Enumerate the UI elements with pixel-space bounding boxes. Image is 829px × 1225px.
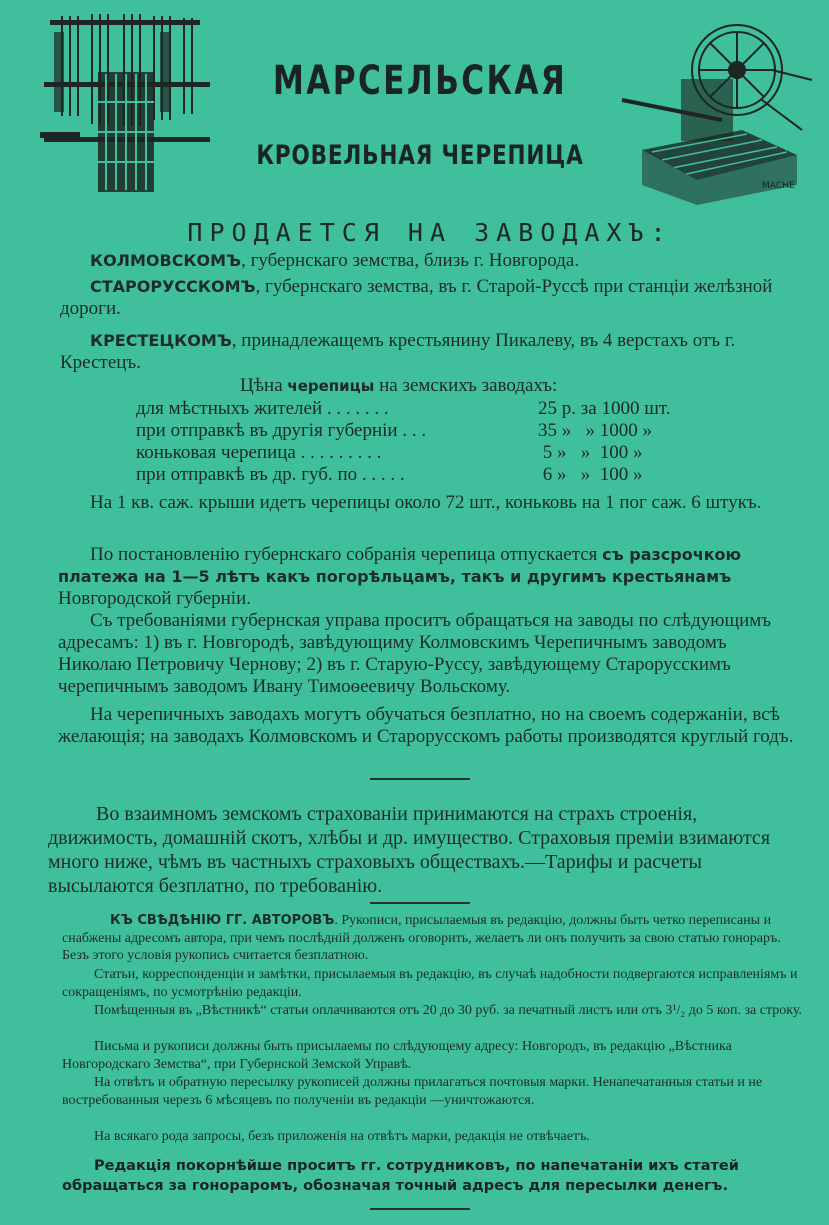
authors-note-2: Статьи, корреспонденціи и замѣтки, присылаемыя въ редакцію, въ случаѣ надобности подвергаются исправленіямъ и сокращеніямъ, по усмотрѣнію редакціи. (62, 967, 798, 1000)
training-paragraph: На черепичныхъ заводахъ могутъ обучаться безплатно, но на своемъ содержаніи, всѣ желающія; на заводахъ Колмовскомъ и Старорусскомъ работы производятся круглый годъ. (58, 704, 794, 747)
factory-krestets (60, 330, 790, 374)
price-value: 25 р. за 1000 шт. (538, 398, 671, 419)
authors-note-4: Письма и рукописи должны быть присылаемы по слѣдующему адресу: Новгородъ, въ редакцію „Вѣстника Новгородскаго Земства“, при Губернской Земской Управѣ. (62, 1039, 732, 1072)
authors-note-6: На всякаго рода запросы, безъ приложенія на отвѣтъ марки, редакція не отвѣчаетъ. (94, 1129, 590, 1144)
price-row (136, 464, 736, 486)
factory-name: КОЛМОВСКОМЪ (90, 251, 242, 270)
price-label: при отправкѣ въ другія губерніи . . . (136, 420, 427, 441)
roof-tiles-illustration (40, 12, 215, 192)
price-label: коньковая черепица . . . . . . . . . (136, 442, 382, 463)
authors-notice-paragraph: КЪ СВѢДѢНІЮ ГГ. АВТОРОВЪ. Рукописи, присылаемыя въ редакцію, должны быть четко переписаны и снабжены адресомъ автора, при чемъ послѣдній долженъ оговорить, желаетъ ли онъ получить за свою статью гонораръ. Безъ этого условія рукопись считается безплатною. (62, 913, 781, 964)
tile-press-machine-illustration (612, 10, 822, 205)
per-sazhen-paragraph: На 1 кв. саж. крыши идетъ черепицы около 72 шт., коньковь на 1 пог саж. 6 штукъ. (90, 492, 762, 513)
factory-kolmovo (90, 250, 790, 272)
bottom-divider (370, 1208, 470, 1210)
factory-text: , принадлежащемъ крестьянину Пикалеву, въ 4 верстахъ отъ г. Крестецъ. (60, 330, 736, 373)
authors-heading: КЪ СВѢДѢНІЮ ГГ. АВТОРОВЪ (110, 913, 335, 928)
machine-label: МАСНЕ (762, 181, 795, 191)
price-label: для мѣстныхъ жителей . . . . . . . (136, 398, 389, 419)
price-value: 6 » » 100 » (538, 464, 643, 485)
factory-text: , губернскаго земства, близь г. Новгорода. (241, 250, 580, 271)
authors-note-3: Помѣщенныя въ „Вѣстникѣ“ статьи оплачиваются отъ 20 до 30 руб. за печатный листъ или отъ 3¹/₂ до 5 коп. за строку. (94, 1003, 802, 1018)
editorial-request: Редакція покорнѣйше проситъ гг. сотрудниковъ, по напечатаніи ихъ статей обращаться за гонораромъ, обозначая точный адресъ для пересылки денегъ. (62, 1158, 739, 1194)
factory-name: КРЕСТЕЦКОМЪ (90, 331, 232, 350)
price-row (136, 398, 736, 420)
factory-text: , губернскаго земства, въ г. Старой-Руссѣ при станціи желѣзной дороги. (60, 276, 773, 319)
price-row (136, 442, 736, 464)
factory-name: СТАРОРУССКОМЪ (90, 277, 256, 296)
price-label: при отправкѣ въ др. губ. по . . . . . (136, 464, 405, 485)
section-divider (370, 778, 470, 780)
price-value: 35 » » 1000 » (538, 420, 652, 441)
sold-heading: ПРОДАЕТСЯ НА ЗАВОДАХЪ: (187, 218, 673, 247)
credit-paragraph: По постановленію губернскаго собранія черепица отпускается съ разсрочкою платежа на 1—5 лѣтъ какъ погорѣльцамъ, такъ и другимъ крестьянамъ Новгородской губерніи. (58, 544, 742, 609)
title-line-1: МАРСЕЛЬСКАЯ (272, 58, 568, 104)
price-row (136, 420, 736, 442)
insurance-paragraph: Во взаимномъ земскомъ страхованіи принимаются на страхъ строенія, движимость, домашній скотъ, хлѣбы и др. имущество. Страховыя преміи взимаются много ниже, чѣмъ въ частныхъ страховыхъ обществахъ.—Тарифы и расчеты высылаются безплатно, по требованію. (48, 803, 771, 897)
title-line-2: КРОВЕЛЬНАЯ ЧЕРЕПИЦА (256, 140, 584, 171)
requests-paragraph: Съ требованіями губернская управа проситъ обращаться на заводы по слѣдующимъ адресамъ: 1) въ г. Новгородѣ, завѣдующиму Колмовскимъ Черепичнымъ заводомъ Николаю Петровичу Чернову; 2) въ г. Старую-Руссу, завѣдующему Старорусскимъ черепичнымъ заводомъ Ивану Тимоѳеевичу Вольскому. (58, 610, 772, 697)
price-value: 5 » » 100 » (538, 442, 643, 463)
factory-staraya-russa (60, 276, 790, 320)
price-heading: Цѣна черепицы на земскихъ заводахъ: (240, 375, 558, 396)
section-divider (370, 902, 470, 904)
authors-note-5: На отвѣтъ и обратную пересылку рукописей должны прилагаться почтовыя марки. Ненапечатанныя статьи и не востребованныя черезъ 6 мѣсяцевъ по полученіи въ редакціи —уничтожаются. (62, 1075, 763, 1108)
